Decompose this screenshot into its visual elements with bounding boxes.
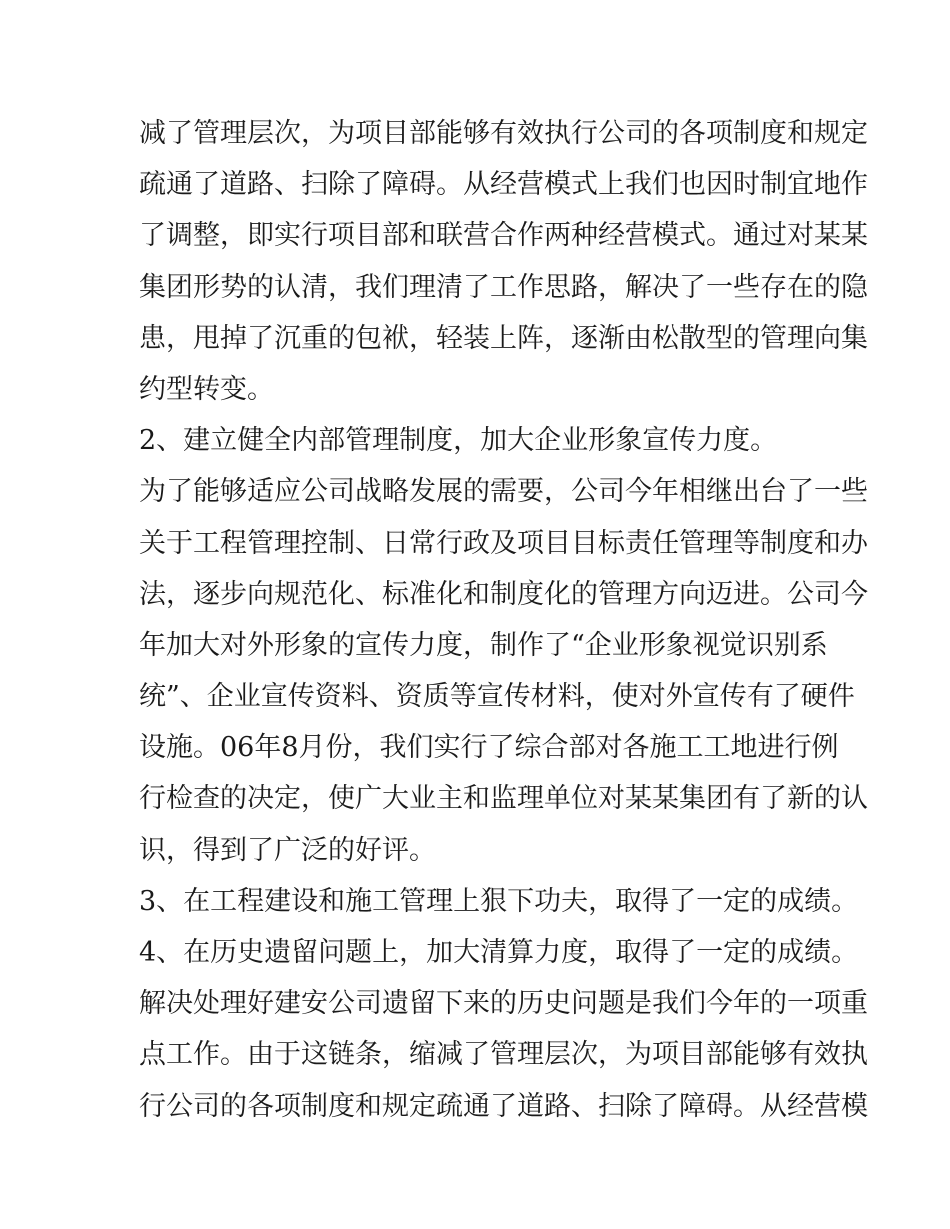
text-line: 识，得到了广泛的好评。 [139, 834, 436, 866]
text-line: 疏通了道路、扫除了障碍。从经营模式上我们也因时制宜地作 [139, 169, 868, 201]
section-heading-2: 2、建立健全内部管理制度，加大企业形象宣传力度。 [139, 425, 778, 457]
text-line: 行公司的各项制度和规定疏通了道路、扫除了障碍。从经营模 [139, 1090, 868, 1122]
text-line: 关于工程管理控制、日常行政及项目目标责任管理等制度和办 [139, 527, 868, 559]
text-line: 了调整，即实行项目部和联营合作两种经营模式。通过对某某 [139, 220, 868, 252]
text-line: 行检查的决定，使广大业主和监理单位对某某集团有了新的认 [139, 783, 868, 815]
document-body [139, 108, 868, 1132]
text-line: 统”、企业宣传资料、资质等宣传材料，使对外宣传有了硬件 [139, 681, 855, 713]
text-line: 减了管理层次，为项目部能够有效执行公司的各项制度和规定 [139, 118, 868, 149]
text-line: 年加大对外形象的宣传力度，制作了“企业形象视觉识别系 [139, 629, 828, 661]
text-line: 解决处理好建安公司遗留下来的历史问题是我们今年的一项重 [139, 988, 868, 1020]
text-line: 法，逐步向规范化、标准化和制度化的管理方向迈进。公司今 [139, 578, 868, 610]
text-line: 约型转变。 [139, 373, 274, 405]
text-line: 为了能够适应公司战略发展的需要，公司今年相继出台了一些 [139, 476, 868, 508]
text-line: 设施。06年8月份，我们实行了综合部对各施工工地进行例 [139, 732, 839, 764]
text-line: 点工作。由于这链条，缩减了管理层次，为项目部能够有效执 [139, 1039, 868, 1071]
text-line: 患，甩掉了沉重的包袱，轻装上阵，逐渐由松散型的管理向集 [139, 322, 868, 354]
text-line: 集团形势的认清，我们理清了工作思路，解决了一些存在的隐 [139, 271, 868, 303]
section-heading-3: 3、在工程建设和施工管理上狠下功夫，取得了一定的成绩。 [139, 885, 859, 917]
section-heading-4: 4、在历史遗留问题上，加大清算力度，取得了一定的成绩。 [139, 937, 859, 968]
